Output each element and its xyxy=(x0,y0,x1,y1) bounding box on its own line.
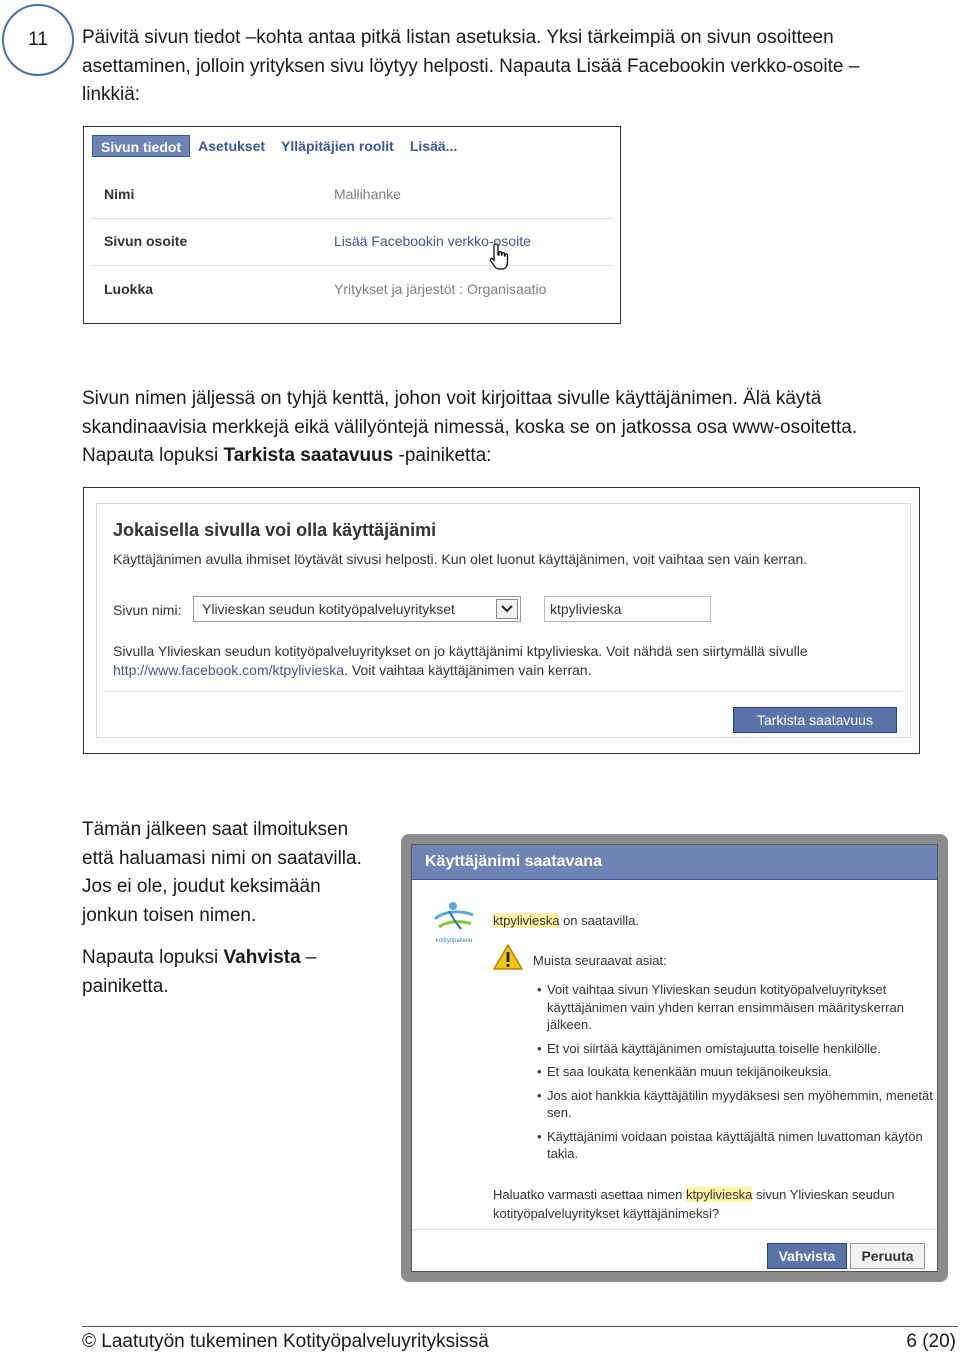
side-line: painiketta. xyxy=(82,975,169,997)
company-logo-icon xyxy=(431,901,477,933)
text-fragment: -painiketta: xyxy=(393,445,492,466)
tab-yllapitajien-roolit[interactable]: Ylläpitäjien roolit xyxy=(281,138,394,154)
intro-line: Päivitä sivun tiedot –kohta antaa pitkä listan asetuksia. Yksi tärkeimpiä on sivun osoitteen xyxy=(82,27,834,48)
warning-icon xyxy=(492,943,524,971)
bold-button-name: Tarkista saatavuus xyxy=(223,445,394,466)
text-fragment: . Voit vaihtaa käyttäjänimen vain kerran. xyxy=(344,662,592,678)
username-panel-screenshot xyxy=(83,487,920,754)
username-input[interactable]: ktpylivieska xyxy=(544,596,711,622)
company-logo xyxy=(431,901,477,944)
info-line: Sivulla Ylivieskan seudun kotityöpalveluyritykset on jo käyttäjänimi ktpylivieska. Voit nähdä sen siirtymällä sivulle xyxy=(113,643,808,659)
text-fragment: – xyxy=(300,947,317,968)
add-web-address-link[interactable]: Lisää Facebookin verkko-osoite xyxy=(334,233,531,249)
hand-pointer-icon xyxy=(489,243,511,271)
settings-row-address xyxy=(92,218,612,266)
row-label: Nimi xyxy=(104,186,135,202)
row-value: Yritykset ja järjestöt : Organisaatio xyxy=(334,281,547,297)
panel-title: Jokaisella sivulla voi olla käyttäjänimi xyxy=(113,520,437,540)
selected-page: Ylivieskan seudun kotityöpalveluyritykset xyxy=(202,601,455,617)
tab-lisaa[interactable]: Lisää... xyxy=(409,138,458,154)
intro-line: asettaminen, jolloin yrityksen sivu löytyy helposti. Napauta Lisää Facebookin verkko-osoite – xyxy=(82,55,860,77)
page-number: 6 (20) xyxy=(906,1331,956,1352)
footer-title: © Laatutyön tukeminen Kotityöpalveluyrityksissä xyxy=(82,1331,489,1352)
bold-button-name: Vahvista xyxy=(223,947,301,968)
step-number-badge xyxy=(2,4,74,76)
middle-line: Sivun nimen jäljessä on tyhjä kenttä, johon voit kirjoittaa sivulle käyttäjänimen. Älä käytä xyxy=(82,388,822,409)
row-label: Luokka xyxy=(104,281,154,297)
page-select[interactable] xyxy=(193,596,521,622)
page-url-link[interactable]: http://www.facebook.com/ktpylivieska xyxy=(113,662,345,678)
availability-message xyxy=(493,913,639,928)
side-line xyxy=(82,944,392,973)
highlighted-name: ktpylivieska xyxy=(493,913,560,928)
settings-row-name xyxy=(92,171,612,219)
info-line xyxy=(113,661,808,680)
list-item: • Voit vaihtaa sivun Ylivieskan seudun kotityöpalveluyritykset käyttäjänimen vain yhden kerran ensimmäisen määrityskerran jälkeen. xyxy=(537,981,937,1034)
side-line: Jos ei ole, joudut keksimään xyxy=(82,876,321,897)
info-text xyxy=(113,642,808,680)
panel-description: Käyttäjänimen avulla ihmiset löytävät sivusi helposti. Kun olet luonut käyttäjänimen, voit vaihtaa sen vain kerran. xyxy=(113,551,808,567)
divider xyxy=(105,691,902,692)
tab-sivun-tiedot[interactable]: Sivun tiedot xyxy=(92,135,190,157)
cancel-button[interactable]: Peruuta xyxy=(850,1243,925,1269)
side-line: jonkun toisen nimen. xyxy=(82,904,257,926)
list-item: • Et saa loukata kenenkään muun tekijänoikeuksia. xyxy=(537,1063,937,1081)
middle-line: skandinaavisia merkkejä eikä välilyöntejä nimessä, koska se on jatkossa osa www-osoitetta. xyxy=(82,416,858,438)
warning-title: Muista seuraavat asiat: xyxy=(533,953,667,968)
list-item: • Jos aiot hankkia käyttäjätilin myydäksesi sen myöhemmin, menetät sen. xyxy=(537,1087,937,1122)
availability-dialog xyxy=(411,844,938,1272)
row-label: Sivun osoite xyxy=(104,233,188,249)
intro-paragraph xyxy=(82,24,942,110)
text-fragment: Napauta lopuksi xyxy=(82,947,224,968)
side-line: Tämän jälkeen saat ilmoituksen xyxy=(82,819,349,840)
text-fragment: Haluatko varmasti asettaa nimen xyxy=(493,1187,686,1202)
middle-paragraph xyxy=(82,385,952,471)
tab-asetukset[interactable]: Asetukset xyxy=(198,138,266,154)
text-fragment: on saatavilla. xyxy=(559,913,639,928)
text-fragment: sivun Ylivieskan seudun kotityöpalveluyritykset käyttäjänimeksi? xyxy=(493,1187,895,1221)
dialog-title: Käyttäjänimi saatavana xyxy=(412,845,937,880)
side-paragraph xyxy=(82,816,392,1001)
row-value: Mallihanke xyxy=(334,186,401,202)
page-name-label: Sivun nimi: xyxy=(113,602,182,618)
logo-text: kotityöpalvelu xyxy=(435,938,473,944)
list-item: • Et voi siirtää käyttäjänimen omistajuutta toiselle henkilölle. xyxy=(537,1040,937,1058)
warning-list xyxy=(537,981,937,1169)
username-panel xyxy=(96,503,911,738)
highlighted-name: ktpylivieska xyxy=(685,1187,753,1202)
text-fragment: Napauta lopuksi xyxy=(82,445,224,466)
middle-line xyxy=(82,442,952,471)
divider xyxy=(412,1229,937,1230)
check-availability-button[interactable]: Tarkista saatavuus xyxy=(733,707,897,733)
settings-panel-screenshot xyxy=(83,126,621,324)
footer-divider xyxy=(82,1326,958,1327)
settings-row-category xyxy=(92,266,612,313)
chevron-down-icon[interactable] xyxy=(496,599,518,619)
side-line: että haluamasi nimi on saatavilla. xyxy=(82,847,362,869)
intro-line: linkkiä: xyxy=(82,84,141,105)
confirm-button[interactable]: Vahvista xyxy=(767,1243,847,1269)
step-number: 11 xyxy=(28,29,48,50)
settings-tabs xyxy=(92,135,465,157)
confirm-question xyxy=(493,1185,933,1223)
list-item: • Käyttäjänimi voidaan poistaa käyttäjältä nimen luvattoman käytön takia. xyxy=(537,1128,937,1163)
page-footer xyxy=(82,1331,958,1353)
availability-dialog-screenshot xyxy=(401,834,948,1282)
